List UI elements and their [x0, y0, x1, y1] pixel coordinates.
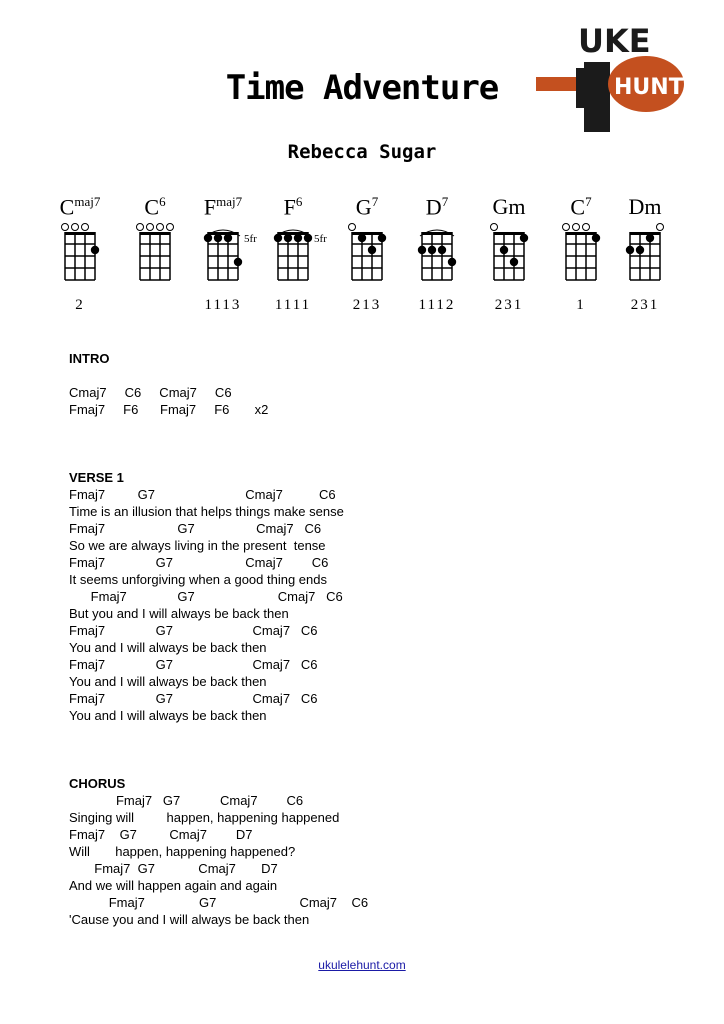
- finger-dot: [91, 246, 99, 254]
- chord-diagram: [45, 190, 115, 320]
- song-line: Fmaj7 G7 Cmaj7 C6: [69, 555, 329, 570]
- chord-diagram: [332, 190, 402, 320]
- logo-graphic-icon: [536, 22, 686, 134]
- spacer: [69, 435, 669, 452]
- open-string-marker: [167, 224, 174, 231]
- song-line: Will happen, happening happened?: [69, 844, 296, 859]
- fingering-label: 231: [630, 297, 660, 313]
- svg-text:UKE: UKE: [578, 22, 651, 60]
- song-line: Fmaj7 G7 Cmaj7 C6: [69, 487, 336, 502]
- song-line: 'Cause you and I will always be back then: [69, 912, 310, 927]
- finger-dot: [294, 234, 302, 242]
- spacer: [69, 741, 669, 758]
- open-string-marker: [137, 224, 144, 231]
- fingering-label: 231: [494, 297, 524, 313]
- finger-dot: [636, 246, 644, 254]
- fingering-label: 1113: [204, 297, 242, 313]
- spacer: [69, 758, 669, 775]
- section-heading: CHORUS: [69, 776, 126, 791]
- chord-name: $C^7$: [570, 194, 592, 220]
- song-artist: Rebecca Sugar: [287, 141, 437, 163]
- song-line: You and I will always be back then: [69, 674, 267, 689]
- spacer: [69, 418, 669, 435]
- fretboard-icon: [474, 220, 544, 295]
- song-line: Fmaj7 G7 Cmaj7 C6: [69, 589, 343, 604]
- open-string-marker: [583, 224, 590, 231]
- song-line: Fmaj7 G7 Cmaj7 D7: [69, 827, 253, 842]
- chord-name: $C^6$: [144, 194, 166, 220]
- chord-name: $F^6$: [283, 194, 303, 220]
- song-line: Fmaj7 G7 Cmaj7 C6: [69, 895, 369, 910]
- open-string-marker: [82, 224, 89, 231]
- finger-dot: [378, 234, 386, 242]
- spacer: [69, 724, 669, 741]
- open-string-marker: [62, 224, 69, 231]
- song-line: You and I will always be back then: [69, 640, 267, 655]
- open-string-marker: [349, 224, 356, 231]
- song-line: Cmaj7 C6 Cmaj7 C6: [69, 385, 232, 400]
- fretboard-icon: [258, 220, 328, 295]
- chord-name: $G^7$: [355, 194, 379, 220]
- chord-diagram: [258, 190, 328, 320]
- fingering-label: 1111: [274, 297, 312, 313]
- chord-diagram: [188, 190, 258, 320]
- fret-label: 5fr: [314, 233, 327, 245]
- song-line: You and I will always be back then: [69, 708, 267, 723]
- finger-dot: [274, 234, 282, 242]
- song-line: So we are always living in the present tense: [69, 538, 326, 553]
- fretboard-icon: [120, 220, 190, 295]
- open-string-marker: [573, 224, 580, 231]
- song-body: [69, 350, 669, 928]
- finger-dot: [368, 246, 376, 254]
- finger-dot: [428, 246, 436, 254]
- open-string-marker: [147, 224, 154, 231]
- finger-dot: [500, 246, 508, 254]
- finger-dot: [204, 234, 212, 242]
- chord-diagram: [474, 190, 544, 320]
- open-string-marker: [72, 224, 79, 231]
- finger-dot: [418, 246, 426, 254]
- finger-dot: [646, 234, 654, 242]
- fret-label: 5fr: [244, 233, 257, 245]
- open-string-marker: [657, 224, 664, 231]
- chord-name: Dm: [628, 194, 662, 219]
- uke-hunt-logo: [536, 22, 686, 134]
- fingering-label: 213: [352, 297, 382, 313]
- finger-dot: [626, 246, 634, 254]
- fretboard-icon: [45, 220, 115, 295]
- open-string-marker: [563, 224, 570, 231]
- fretboard-icon: [546, 220, 616, 295]
- fretboard-icon: [610, 220, 680, 295]
- finger-dot: [520, 234, 528, 242]
- chord-name: $C^{maj7}$: [59, 194, 101, 220]
- open-string-marker: [491, 224, 498, 231]
- finger-dot: [358, 234, 366, 242]
- finger-dot: [438, 246, 446, 254]
- fretboard-icon: [332, 220, 402, 295]
- finger-dot: [448, 258, 456, 266]
- finger-dot: [214, 234, 222, 242]
- song-title: Time Adventure: [225, 68, 499, 108]
- chord-name: $F^{maj7}$: [203, 194, 243, 220]
- finger-dot: [234, 258, 242, 266]
- song-line: It seems unforgiving when a good thing ends: [69, 572, 328, 587]
- fretboard-icon: [402, 220, 472, 295]
- chord-diagram: [546, 190, 616, 320]
- open-string-marker: [157, 224, 164, 231]
- chord-diagram: [610, 190, 680, 320]
- song-line: Fmaj7 G7 Cmaj7 C6: [69, 521, 322, 536]
- finger-dot: [510, 258, 518, 266]
- fingering-label: 1112: [418, 297, 456, 313]
- section-heading: VERSE 1: [69, 470, 124, 485]
- song-line: Fmaj7 G7 Cmaj7 C6: [69, 623, 318, 638]
- song-line: Time is an illusion that helps things make sense: [69, 504, 344, 519]
- chord-diagrams: [0, 190, 724, 320]
- finger-dot: [284, 234, 292, 242]
- song-line: But you and I will always be back then: [69, 606, 289, 621]
- song-line: Fmaj7 G7 Cmaj7 C6: [69, 691, 318, 706]
- chord-name: Gm: [492, 194, 526, 219]
- finger-dot: [224, 234, 232, 242]
- fretboard-icon: [188, 220, 258, 295]
- fingering-label: 2: [75, 297, 85, 313]
- song-line: Fmaj7 G7 Cmaj7 C6: [69, 657, 318, 672]
- site-link[interactable]: ukulelehunt.com: [318, 958, 406, 972]
- song-line: Singing will happen, happening happened: [69, 810, 340, 825]
- song-line: Fmaj7 F6 Fmaj7 F6 x2: [69, 402, 269, 417]
- song-line: Fmaj7 G7 Cmaj7 C6: [69, 793, 304, 808]
- finger-dot: [304, 234, 312, 242]
- spacer: [69, 452, 669, 469]
- song-line: [69, 367, 669, 384]
- section-heading: INTRO: [69, 351, 110, 366]
- song-line: And we will happen again and again: [69, 878, 278, 893]
- finger-dot: [592, 234, 600, 242]
- chord-name: $D^7$: [425, 194, 449, 220]
- song-line: Fmaj7 G7 Cmaj7 D7: [69, 861, 278, 876]
- fingering-label: 1: [576, 297, 586, 313]
- svg-text:HUNT: HUNT: [614, 75, 684, 100]
- chord-diagram: [120, 190, 190, 320]
- chord-diagram: [402, 190, 472, 320]
